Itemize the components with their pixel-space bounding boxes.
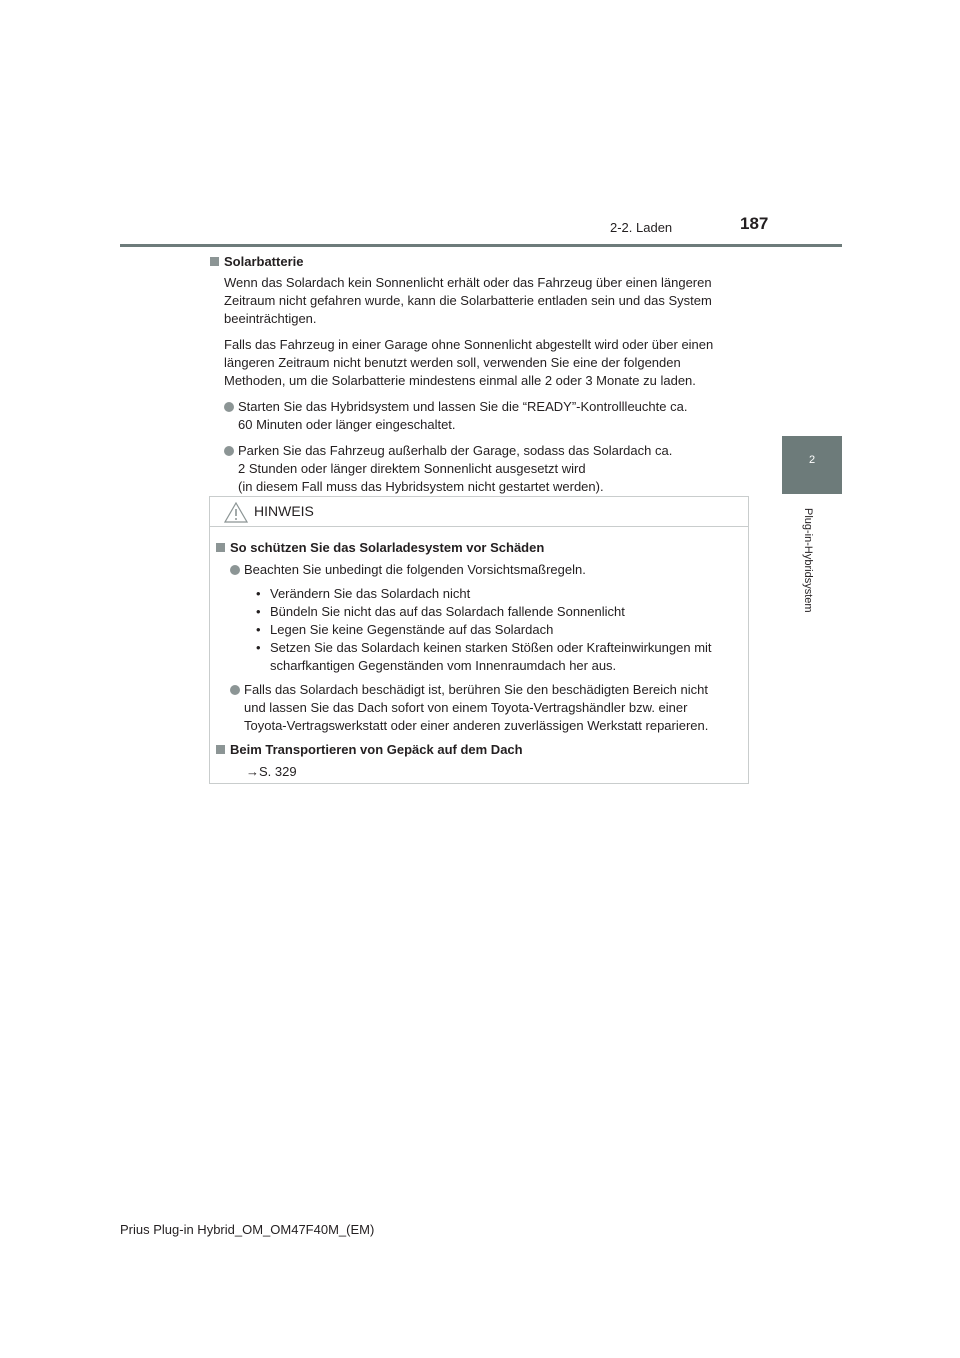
circle-bullet-icon [230,685,240,695]
bullet-dot-icon: • [256,622,261,637]
solar-heading [210,253,746,271]
text-line: Starten Sie das Hybridsystem und lassen Sie die “READY”-Kontrollleuchte ca. [238,399,688,414]
notice-section-1-heading [216,539,744,557]
text-line: Methoden, um die Solarbatterie mindestens einmal alle 2 oder 3 Monate zu laden. [224,373,696,388]
text-line: Falls das Fahrzeug in einer Garage ohne Sonnenlicht abgestellt wird oder über einen [224,337,714,352]
notice-section-2-heading-text: Beim Transportieren von Gepäck auf dem Dach [230,742,523,757]
list-item-text: Verändern Sie das Solardach nicht [270,586,471,601]
text-line: und lassen Sie das Dach sofort von einem Toyota-Vertragshändler bzw. einer [244,700,688,715]
solar-paragraph-1 [224,274,746,328]
chapter-number: 2 [808,454,816,466]
text-line: Parken Sie das Fahrzeug außerhalb der Garage, sodass das Solardach ca. [238,443,673,458]
header-section: 2-2. Laden [610,220,673,235]
list-item-text: Bündeln Sie nicht das auf das Solardach fallende Sonnenlicht [270,604,625,619]
text-line: 2 Stunden oder länger direktem Sonnenlicht ausgesetzt wird [238,461,586,476]
header-rule [120,244,842,247]
chapter-tab [782,436,842,494]
circle-bullet-icon [224,446,234,456]
solar-method-1 [224,398,746,434]
list-item [256,603,744,621]
page-reference-link[interactable]: →S. 329 [246,764,297,779]
notice-box [209,496,749,784]
bullet-dot-icon: • [256,586,261,601]
notice-body [216,539,744,781]
list-item [256,639,744,675]
footer-text: Prius Plug-in Hybrid_OM_OM47F40M_(EM) [120,1222,375,1237]
notice-section-2-heading [216,741,744,759]
text-line: Falls das Solardach beschädigt ist, berühren Sie den beschädigten Bereich nicht [244,682,708,697]
text-line: Beachten Sie unbedingt die folgenden Vorsichtsmaßregeln. [244,562,586,577]
circle-bullet-icon [224,402,234,412]
list-item [256,621,744,639]
text-line: (in diesem Fall muss das Hybridsystem nicht gestartet werden). [238,479,604,494]
precaution-list [256,585,744,675]
warning-triangle-icon [224,502,248,528]
square-bullet-icon [216,543,225,552]
bullet-dot-icon: • [256,640,261,655]
text-line: Zeitraum nicht gefahren wurde, kann die Solarbatterie entladen sein und das System [224,293,712,308]
text-line: Toyota-Vertragswerkstatt oder einer anderen zuverlässigen Werkstatt reparieren. [244,718,709,733]
list-item [256,585,744,603]
notice-header [210,497,748,527]
text-line: längeren Zeitraum nicht benutzt werden soll, verwenden Sie eine der folgenden [224,355,681,370]
page-number: 187 [740,214,769,233]
solar-heading-text: Solarbatterie [224,254,304,269]
main-content [210,253,746,504]
circle-bullet-icon [230,565,240,575]
list-item-text: scharfkantigen Gegenständen vom Innenraumdach her aus. [270,658,617,673]
notice-item-1 [230,561,744,579]
solar-paragraph-2 [224,336,746,390]
chapter-label: Plug-in-Hybridsystem [802,508,814,613]
square-bullet-icon [210,257,219,266]
notice-item-2 [230,681,744,735]
notice-section-1-heading-text: So schützen Sie das Solarladesystem vor Schäden [230,540,545,555]
list-item-text: Setzen Sie das Solardach keinen starken Stößen oder Krafteinwirkungen mit [270,640,712,655]
bullet-dot-icon: • [256,604,261,619]
text-line: beeinträchtigen. [224,311,317,326]
text-line: Wenn das Solardach kein Sonnenlicht erhält oder das Fahrzeug über einen längeren [224,275,712,290]
list-item-text: Legen Sie keine Gegenstände auf das Solardach [270,622,554,637]
text-line: 60 Minuten oder länger eingeschaltet. [238,417,456,432]
notice-title: HINWEIS [254,503,314,519]
solar-method-2 [224,442,746,496]
square-bullet-icon [216,745,225,754]
